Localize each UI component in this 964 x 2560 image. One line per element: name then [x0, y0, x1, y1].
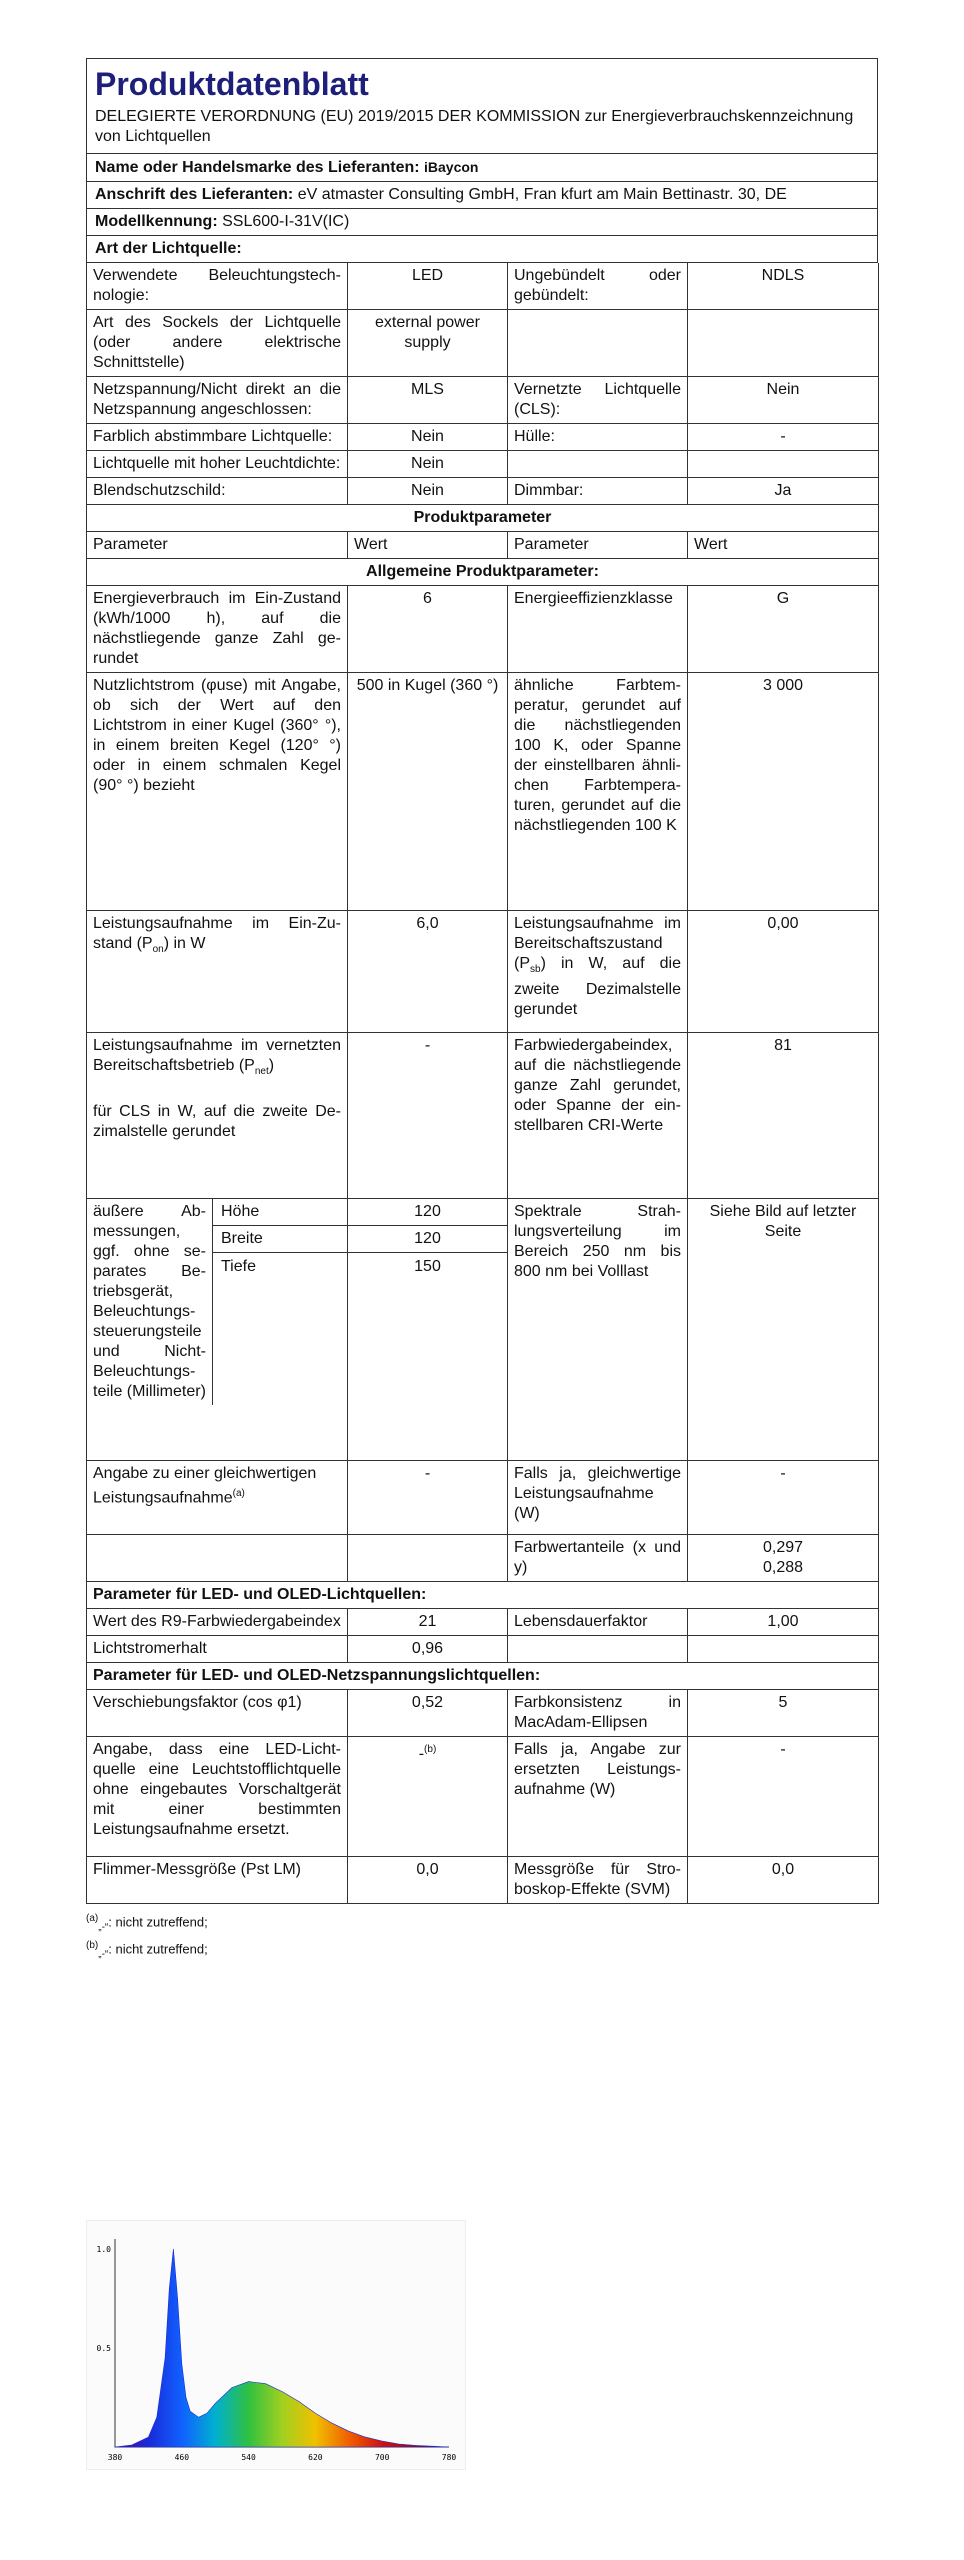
dimensions-label: äußere Abmessungen, ggf. ohne separates Betriebsgerät, Beleuchtungssteuerungsteile und Nicht-Beleuchtungsteile (Millimeter): [87, 1199, 213, 1405]
equiv-text: Angabe zu einer gleichwertigen Leistungsaufnahme: [93, 1465, 317, 1507]
regulation-subtitle: DELEGIERTE VERORDNUNG (EU) 2019/2015 DER KOMMISSION zur Energieverbrauchskennzeichnung von Lichtquellen: [95, 108, 854, 145]
param-label: Lebensdauerfaktor: [508, 1609, 688, 1636]
footnote-a: $^{(a)}_{„-“}$: nicht zutreffend;: [86, 1913, 208, 1933]
param-value: Nein: [348, 451, 508, 478]
mains-params-header: Parameter für LED- und OLED-Netzspannungslichtquellen:: [87, 1663, 879, 1690]
table-row: [87, 377, 879, 424]
param-label: Flimmer-Messgröße (Pst LM): [87, 1857, 348, 1904]
param-value: MLS: [348, 377, 508, 424]
param-label: Blendschutzschild:: [87, 478, 348, 505]
supplier-label: Name oder Handelsmarke des Lieferanten:: [95, 159, 420, 176]
param-label: Nutzlichtstrom (φuse) mit Angabe, ob sich der Wert auf den Lichtstrom in einer Kugel (360° °), in einem breiten Kegel (120° °) oder in einem schmalen Kegel (90° °) bezieht: [87, 673, 348, 911]
param-value: -: [688, 1461, 879, 1535]
footnotes: [86, 1910, 878, 1964]
x-tick-label: 540: [241, 2453, 256, 2462]
param-value: 81: [688, 1033, 879, 1199]
y-tick-label: 1.0: [96, 2244, 111, 2254]
param-label: Netzspannung/Nicht direkt an die Netzspannung angeschlossen:: [87, 377, 348, 424]
param-label: Ungebündelt oder gebündelt:: [508, 263, 688, 310]
param-label: Verwendete Beleuchtungstechnologie:: [87, 263, 348, 310]
section-header-row: [87, 505, 879, 532]
dimensions-keys: [213, 1199, 347, 1405]
address-value: eV atmaster Consulting GmbH, Fran kfurt am Main Bettinastr. 30, DE: [297, 186, 787, 203]
column-header-row: [87, 532, 879, 559]
power-standby-unit: ) in W, auf die zweite Dezimalstelle gerundet: [514, 955, 681, 1019]
table-row: [87, 1609, 879, 1636]
param-label: Falls ja, Angabe zur ersetzten Leistungsaufnahme (W): [508, 1737, 688, 1857]
dimension-key-depth: Tiefe: [221, 1257, 256, 1275]
dimension-key-width: Breite: [213, 1226, 347, 1253]
section-header-row: [87, 1582, 879, 1609]
x-tick-label: 460: [174, 2453, 190, 2462]
table-row: [87, 673, 879, 911]
product-params-header: Produktparameter: [87, 505, 879, 532]
param-value: 6: [348, 586, 508, 673]
param-value: 0,0: [688, 1857, 879, 1904]
power-net-cls-note: für CLS in W, auf die zweite Dezimalstelle gerundet: [93, 1103, 341, 1141]
dimension-key-height: Höhe: [213, 1199, 347, 1226]
light-type-header: Art der Lichtquelle:: [87, 236, 877, 263]
table-row: [87, 1461, 879, 1535]
param-label: Messgröße für Stroboskop-Effekte (SVM): [508, 1857, 688, 1904]
param-label: Falls ja, gleichwertige Leistungsaufnahme (W): [508, 1461, 688, 1535]
x-tick-label: 380: [107, 2453, 123, 2462]
table-row: [87, 911, 879, 1033]
param-value: external power supply: [348, 310, 508, 377]
column-header-parameter: Parameter: [87, 532, 348, 559]
param-label: Angabe, dass eine LED-Lichtquelle eine Leuchtstofflichtquelle ohne eingebautes Vorschaltgerät mit einer bestimmten Leistungsaufnahme ersetzt.: [87, 1737, 348, 1857]
y-tick-label: 0.5: [96, 2343, 111, 2353]
dimensions-cell: [87, 1199, 348, 1461]
supplier-row: [87, 154, 877, 182]
dimension-value-depth: 150: [414, 1257, 441, 1275]
param-value: 0,0: [348, 1857, 508, 1904]
column-header-value: Wert: [348, 532, 508, 559]
param-label: [508, 310, 688, 377]
param-value: 21: [348, 1609, 508, 1636]
model-value: SSL600-I-31V(IC): [222, 213, 350, 230]
spectrum-area: [115, 2249, 449, 2447]
param-value: -: [348, 1033, 508, 1199]
param-value: [688, 1535, 879, 1582]
header-block: [87, 59, 877, 154]
param-label: [508, 1636, 688, 1663]
table-row: [87, 478, 879, 505]
param-value: Nein: [348, 478, 508, 505]
param-value: Ja: [688, 478, 879, 505]
replace-value: -: [418, 1745, 425, 1763]
power-net-sub: net: [254, 1066, 269, 1078]
param-label: Energieverbrauch im Ein-Zustand (kWh/1000 h), auf die nächstliegende ganze Zahl gerundet: [87, 586, 348, 673]
param-value: G: [688, 586, 879, 673]
param-value: 6,0: [348, 911, 508, 1033]
power-standby-text: Leistungsaufnahme im Bereitschaftszustand (P: [514, 915, 681, 972]
table-row: [87, 1857, 879, 1904]
section-header-row: [87, 559, 879, 586]
param-label: Farbkonsistenz in MacAdam-Ellipsen: [508, 1690, 688, 1737]
param-label: Farbwertanteile (x und y): [508, 1535, 688, 1582]
empty-cell: [348, 1535, 508, 1582]
section-header-row: [87, 1663, 879, 1690]
empty-cell: [87, 1535, 348, 1582]
product-data-sheet: [86, 58, 878, 1964]
power-standby-sub: sb: [530, 964, 541, 976]
param-label: Lichtquelle mit hoher Leuchtdichte:: [87, 451, 348, 478]
page-title: Produktdatenblatt: [95, 66, 369, 102]
table-row: [87, 310, 879, 377]
footnote-b: $^{(b)}_{„-“}$: nicht zutreffend;: [86, 1939, 208, 1960]
param-value: 1,00: [688, 1609, 879, 1636]
x-tick-label: 620: [308, 2453, 323, 2462]
param-value: LED: [348, 263, 508, 310]
param-label: [87, 911, 348, 1033]
power-on-unit: ) in W: [163, 935, 206, 952]
general-params-header: Allgemeine Produktparameter:: [87, 559, 879, 586]
param-label: [87, 1461, 348, 1535]
table-row: [87, 1199, 879, 1461]
param-value: 500 in Kugel (360 °): [348, 673, 508, 911]
replace-footnote-mark: (b): [424, 1744, 437, 1755]
table-row: [87, 1737, 879, 1857]
supplier-value: iBaycon: [424, 159, 479, 175]
param-value: [348, 1737, 508, 1857]
param-label: Verschiebungsfaktor (cos φ1): [87, 1690, 348, 1737]
param-value: 0,52: [348, 1690, 508, 1737]
power-net-paren: ): [268, 1057, 275, 1074]
param-label: Hülle:: [508, 424, 688, 451]
address-label: Anschrift des Lieferanten:: [95, 186, 294, 203]
model-row: [87, 209, 877, 236]
column-header-parameter: Parameter: [508, 532, 688, 559]
table-row: [87, 424, 879, 451]
param-value: -: [688, 1737, 879, 1857]
param-value: Nein: [688, 377, 879, 424]
power-on-text: Leistungsaufnahme im Ein-Zustand (P: [93, 915, 341, 952]
param-label: Energieeffizienzklasse: [508, 586, 688, 673]
param-label: Spektrale Strahlungsverteilung im Bereich 250 nm bis 800 nm bei Volllast: [508, 1199, 688, 1461]
column-header-value: Wert: [688, 532, 879, 559]
param-value: [688, 1636, 879, 1663]
x-tick-label: 780: [441, 2453, 457, 2462]
dimension-value-width: 120: [348, 1226, 507, 1253]
table-row: [87, 263, 879, 310]
x-tick-label: 700: [374, 2453, 390, 2462]
equiv-footnote-mark: (a): [232, 1488, 245, 1499]
param-label: Farblich abstimmbare Lichtquelle:: [87, 424, 348, 451]
param-value: Siehe Bild auf letzter Seite: [688, 1199, 879, 1461]
table-row: [87, 1535, 879, 1582]
param-label: Farbwiedergabeindex, auf die nächstliegende ganze Zahl gerundet, oder Spanne der einstellbaren CRI-Werte: [508, 1033, 688, 1199]
power-net-text: Leistungsaufnahme im vernetzten Bereitschaftsbetrieb (P: [93, 1037, 341, 1074]
param-label: ähnliche Farbtemperatur, gerundet auf die nächstliegenden 100 K, oder Spanne der einstellbaren ähnlichen Farbtemperaturen, gerundet auf die nächstliegenden 100 K: [508, 673, 688, 911]
param-value: -: [688, 424, 879, 451]
parameter-table: [86, 263, 879, 1904]
param-label: Dimmbar:: [508, 478, 688, 505]
dimensions-values: [348, 1199, 508, 1461]
param-label: Lichtstromerhalt: [87, 1636, 348, 1663]
param-label: Wert des R9-Farbwiedergabeindex: [87, 1609, 348, 1636]
table-row: [87, 586, 879, 673]
address-row: [87, 182, 877, 209]
param-value: [688, 310, 879, 377]
spectrum-svg: [87, 2221, 467, 2471]
dimension-value-height: 120: [348, 1199, 507, 1226]
table-row: [87, 1636, 879, 1663]
table-row: [87, 1690, 879, 1737]
param-label: Vernetzte Lichtquelle (CLS):: [508, 377, 688, 424]
model-label: Modellkennung:: [95, 213, 218, 230]
param-value: NDLS: [688, 263, 879, 310]
param-value: [688, 451, 879, 478]
chroma-x: 0,297: [762, 1539, 804, 1556]
table-row: [87, 451, 879, 478]
table-row: [87, 1033, 879, 1199]
param-value: 0,00: [688, 911, 879, 1033]
param-value: -: [348, 1461, 508, 1535]
spectral-distribution-chart: [86, 2220, 466, 2470]
param-value: Nein: [348, 424, 508, 451]
chroma-y: 0,288: [762, 1559, 804, 1576]
power-on-sub: on: [152, 944, 164, 956]
param-label: [508, 911, 688, 1033]
param-value: 0,96: [348, 1636, 508, 1663]
param-label: [508, 451, 688, 478]
param-label: [87, 1033, 348, 1199]
param-value: 5: [688, 1690, 879, 1737]
param-label: Art des Sockels der Lichtquelle (oder andere elektrische Schnittstelle): [87, 310, 348, 377]
led-params-header: Parameter für LED- und OLED-Lichtquellen:: [87, 1582, 879, 1609]
param-value: 3 000: [688, 673, 879, 911]
